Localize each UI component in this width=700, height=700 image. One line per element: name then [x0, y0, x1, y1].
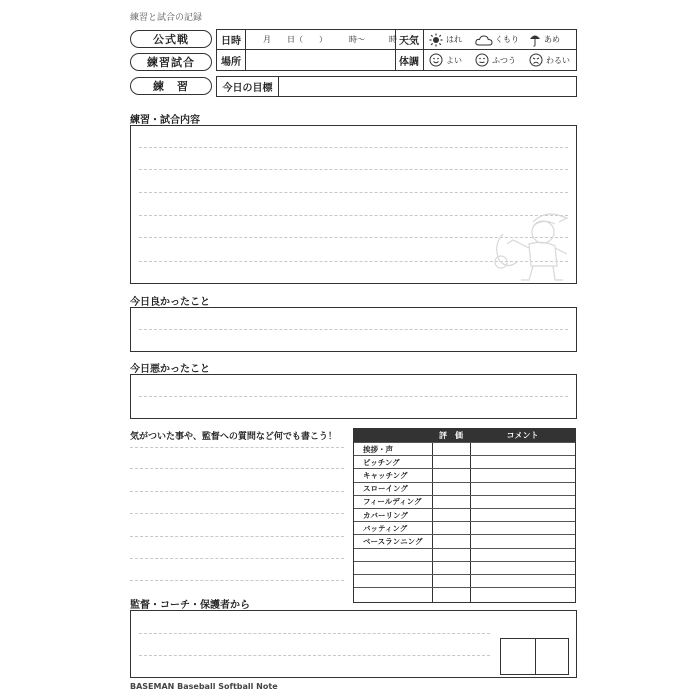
weather-option-rainy[interactable]: あめ — [529, 30, 560, 49]
evaluation-row[interactable] — [354, 587, 575, 600]
weather-option-sunny[interactable]: はれ — [429, 30, 462, 49]
evaluation-row[interactable] — [354, 521, 575, 534]
good-writing-area[interactable] — [130, 307, 577, 352]
condition-option-bad[interactable]: わるい — [529, 50, 570, 70]
place-field[interactable] — [247, 50, 393, 70]
evaluation-row[interactable] — [354, 468, 575, 481]
cloud-icon — [475, 34, 493, 46]
evaluation-row[interactable] — [354, 508, 575, 521]
practice-pill[interactable]: 練 習 — [130, 77, 212, 95]
evaluation-row[interactable] — [354, 455, 575, 468]
weather-label: 天気 — [399, 36, 419, 47]
evaluation-item-label: ピッチング — [363, 457, 400, 467]
eval-header-rating: 評 価 — [439, 431, 463, 440]
evaluation-item-label: スローイング — [363, 484, 408, 494]
info-row-date — [217, 30, 576, 50]
date-label: 日時 — [221, 36, 241, 47]
bad-section-title: 今日悪かったこと — [130, 364, 210, 375]
evaluation-row[interactable] — [354, 548, 575, 561]
goal-field[interactable] — [280, 77, 576, 96]
content-writing-area[interactable] — [130, 125, 577, 284]
evaluation-item-label: カバーリング — [363, 510, 408, 520]
condition-label: 体調 — [399, 56, 419, 68]
info-row-place — [217, 50, 576, 70]
content-section-title: 練習・試合内容 — [130, 115, 200, 126]
evaluation-row[interactable] — [354, 561, 575, 574]
place-label: 場所 — [221, 56, 241, 68]
smile-face-icon — [429, 53, 443, 67]
weather-option-cloudy[interactable]: くもり — [475, 30, 519, 49]
evaluation-item-label: フィールディング — [363, 497, 422, 507]
goal-box — [216, 76, 577, 97]
evaluation-row[interactable] — [354, 534, 575, 547]
sad-face-icon — [529, 53, 543, 67]
date-field[interactable]: 月 日（ ） — [263, 35, 327, 44]
stamp-box[interactable] — [500, 638, 569, 675]
sun-icon — [429, 33, 443, 47]
evaluation-row[interactable] — [354, 442, 575, 455]
evaluation-row[interactable] — [354, 482, 575, 495]
eval-header-comment: コメント — [506, 431, 539, 440]
good-section-title: 今日良かったこと — [130, 297, 210, 308]
bad-writing-area[interactable] — [130, 374, 577, 419]
player-illustration-icon — [483, 204, 573, 284]
evaluation-table-header — [354, 429, 575, 442]
eval-header-item — [354, 429, 432, 442]
page-title: 練習と試合の記録 — [130, 13, 203, 23]
official-game-pill[interactable]: 公式戦 — [130, 30, 212, 48]
coach-section-title: 監督・コーチ・保護者から — [130, 600, 250, 611]
evaluation-item-label: 挨拶・声 — [363, 444, 393, 454]
goal-label: 今日の目標 — [217, 77, 279, 96]
evaluation-row[interactable] — [354, 574, 575, 587]
neutral-face-icon — [475, 53, 489, 67]
info-table — [216, 29, 577, 71]
umbrella-icon — [529, 33, 541, 47]
evaluation-item-label: バッティング — [363, 523, 408, 533]
practice-game-pill[interactable]: 練習試合 — [130, 53, 212, 71]
questions-title: 気がついた事や、監督への質問など何でも書こう！ — [130, 432, 337, 442]
evaluation-item-label: ベースランニング — [363, 536, 423, 546]
condition-option-good[interactable]: よい — [429, 50, 462, 70]
evaluation-table — [353, 428, 576, 603]
time-field[interactable]: 時〜 時 — [349, 35, 397, 44]
condition-option-normal[interactable]: ふつう — [475, 50, 516, 70]
footer-brand: BASEMAN Baseball Softball Note — [130, 682, 278, 691]
evaluation-row[interactable] — [354, 495, 575, 508]
evaluation-item-label: キャッチング — [363, 470, 408, 480]
